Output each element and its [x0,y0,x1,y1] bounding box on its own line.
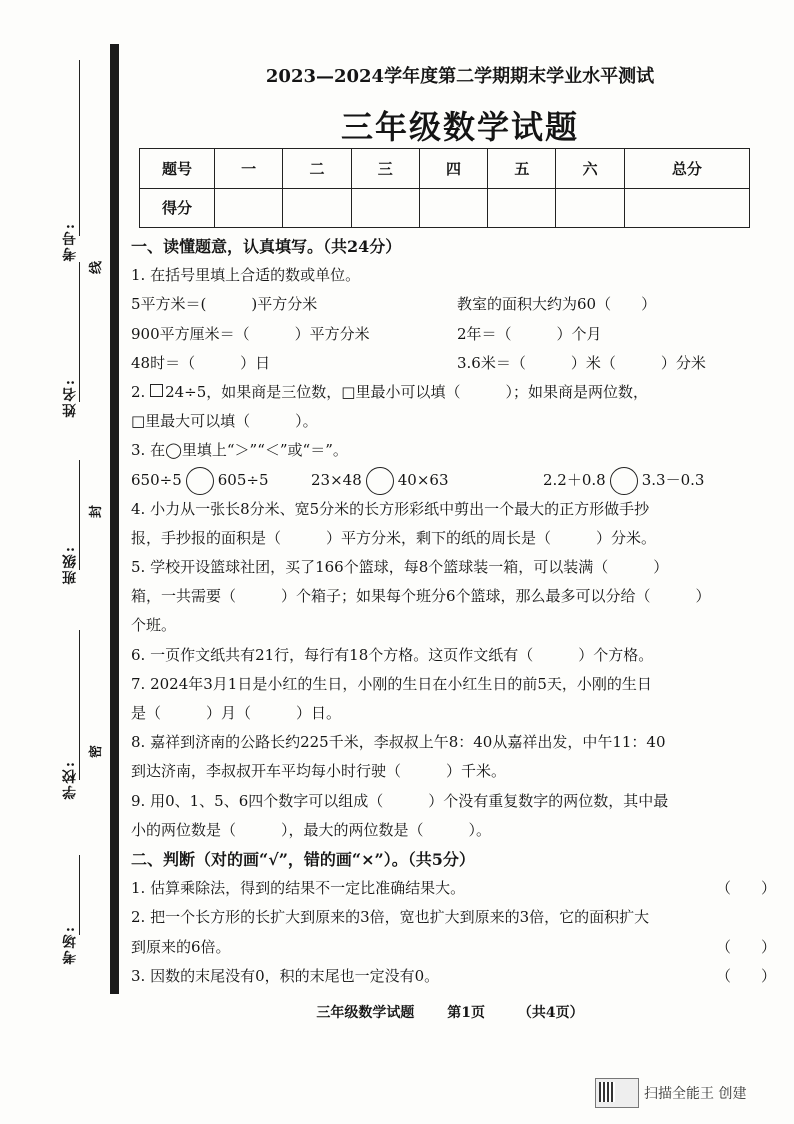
exam-number-label: 考号: [62,222,78,262]
q1-item-d: 2年＝（ ）个月 [457,324,602,343]
score-entry[interactable] [488,188,556,228]
q1-item-f: 3.6米＝（ ）米（ ）分米 [457,353,706,372]
question-9-line-1: 9. 用0、1、5、6四个数字可以组成（ ）个没有重复数字的两位数，其中最 [131,791,669,810]
q1-item-e: 48时＝（ ）日 [131,353,271,372]
question-8-line-1: 8. 嘉祥到济南的公路长约225千米，李叔叔上午8：40从嘉祥出发，中午11：40 [131,733,666,752]
question-2-line-2: □里最大可以填（ ）。 [131,412,318,431]
question-5-line-3: 个班。 [131,616,177,635]
question-content [131,232,776,991]
q3-expr-b2: 40×63 [397,470,449,489]
compare-circle-icon[interactable] [610,467,638,495]
judge-2-text: 到原来的6倍。 [131,937,231,956]
question-5-line-1: 5. 学校开设篮球社团，买了166个篮球，每8个篮球装一箱，可以装满（ ） [131,558,669,577]
score-entry[interactable] [419,188,487,228]
score-entry[interactable] [283,188,351,228]
judge-3-text: 3. 因数的末尾没有0，积的末尾也一定没有0。 [131,966,440,985]
name-label: 姓名: [62,378,78,418]
q3-expr-c1: 2.2＋0.8 [543,470,606,489]
class-label: 班级: [62,545,78,585]
footer-page: 第1页 [447,1005,485,1021]
score-cell: 二 [283,149,351,189]
judge-3-bracket[interactable]: （ ） [715,966,776,985]
question-1: 1. 在括号里填上合适的数或单位。 [131,266,361,285]
q3-expr-a1: 650÷5 [131,470,182,489]
q3-expr-b1: 23×48 [311,470,362,489]
question-1-row-2 [131,320,776,349]
score-cell: 三 [351,149,419,189]
scanner-watermark: 扫描全能王 创建 [644,1086,747,1102]
score-table-score-row [140,188,750,228]
score-cell: 题号 [140,149,215,189]
score-cell: 五 [488,149,556,189]
judge-1-bracket[interactable]: （ ） [715,879,776,898]
score-entry[interactable] [624,188,749,228]
seal-line-char: 线 [89,260,105,275]
q3-expr-a2: 605÷5 [217,470,269,489]
judge-1 [131,874,776,903]
score-entry[interactable] [351,188,419,228]
q1-item-c: 900平方厘米＝（ ）平方分米 [131,324,370,343]
question-4-line-2: 报，手抄报的面积是（ ）平方分米，剩下的纸的周长是（ ）分米。 [131,528,657,547]
blank-square-icon [150,384,163,397]
seal-seal-char: 封 [89,504,105,519]
question-6: 6. 一页作文纸共有21行，每行有18个方格。这页作文纸有（ ）个方格。 [131,645,654,664]
exam-title: 三年级数学试题 [340,108,579,146]
score-table-header-row [140,149,750,189]
compare-circle-icon[interactable] [366,467,394,495]
qr-code-icon [599,1082,615,1102]
scanner-logo-icon [595,1078,639,1108]
q3-expr-c2: 3.3－0.3 [641,470,705,489]
binding-bar [110,44,119,994]
footer-subject: 三年级数学试题 [316,1005,415,1021]
question-1-row-1 [131,290,776,319]
question-3: 3. 在◯里填上“＞”“＜”或“＝”。 [131,441,348,460]
score-entry[interactable] [556,188,624,228]
score-cell: 总分 [624,149,749,189]
question-8-line-2: 到达济南，李叔叔开车平均每小时行驶（ ）千米。 [131,762,507,781]
class-line [79,460,80,570]
exam-subtitle: 2023—2024学年度第二学期期末学业水平测试 [265,66,655,87]
room-label: 考场: [62,925,78,965]
judge-2-line-2 [131,933,776,962]
room-line [79,855,80,935]
question-7-line-2: 是（ ）月（ ）日。 [131,704,342,722]
judge-2-bracket[interactable]: （ ） [715,937,776,956]
compare-circle-icon[interactable] [186,467,214,495]
question-3-row [131,466,776,495]
footer-total: （共4页） [517,1005,584,1021]
school-line [79,630,80,780]
score-entry[interactable] [215,188,283,228]
seal-secret-char: 密 [89,744,105,759]
section1-heading: 一、读懂题意，认真填写。（共24分） [131,237,402,256]
exam-number-line [79,60,80,236]
page-footer [130,1002,770,1022]
score-cell: 六 [556,149,624,189]
q1-item-a: 5平方米＝( )平方分米 [131,295,318,314]
score-cell: 一 [215,149,283,189]
school-label: 学校: [62,760,78,800]
question-2-line-1: 2. 24÷5，如果商是三位数，□里最小可以填（ ）；如果商是两位数， [131,382,648,401]
score-cell: 四 [419,149,487,189]
name-line [79,262,80,402]
q2-text-a: 24÷5，如果商是三位数，□里最小可以填（ ）；如果商是两位数， [165,382,648,401]
score-cell: 得分 [140,188,215,228]
score-table [139,148,750,228]
q1-item-b: 教室的面积大约为60（ ） [457,295,657,314]
question-4-line-1: 4. 小力从一张长8分米、宽5分米的长方形彩纸中剪出一个最大的正方形做手抄 [131,499,650,518]
question-9-line-2: 小的两位数是（ ），最大的两位数是（ ）。 [131,820,492,839]
question-5-line-2: 箱，一共需要（ ）个箱子；如果每个班分6个篮球，那么最多可以分给（ ） [131,587,711,606]
question-1-row-3 [131,349,776,378]
judge-1-text: 1. 估算乘除法，得到的结果不一定比准确结果大。 [131,879,466,898]
question-7-line-1: 7. 2024年3月1日是小红的生日，小刚的生日在小红生日的前5天，小刚的生日 [131,674,652,693]
judge-3 [131,962,776,991]
section2-heading: 二、判断（对的画“√”，错的画“×”）。（共5分） [131,849,475,869]
judge-2-line-1: 2. 把一个长方形的长扩大到原来的3倍，宽也扩大到原来的3倍，它的面积扩大 [131,908,650,927]
